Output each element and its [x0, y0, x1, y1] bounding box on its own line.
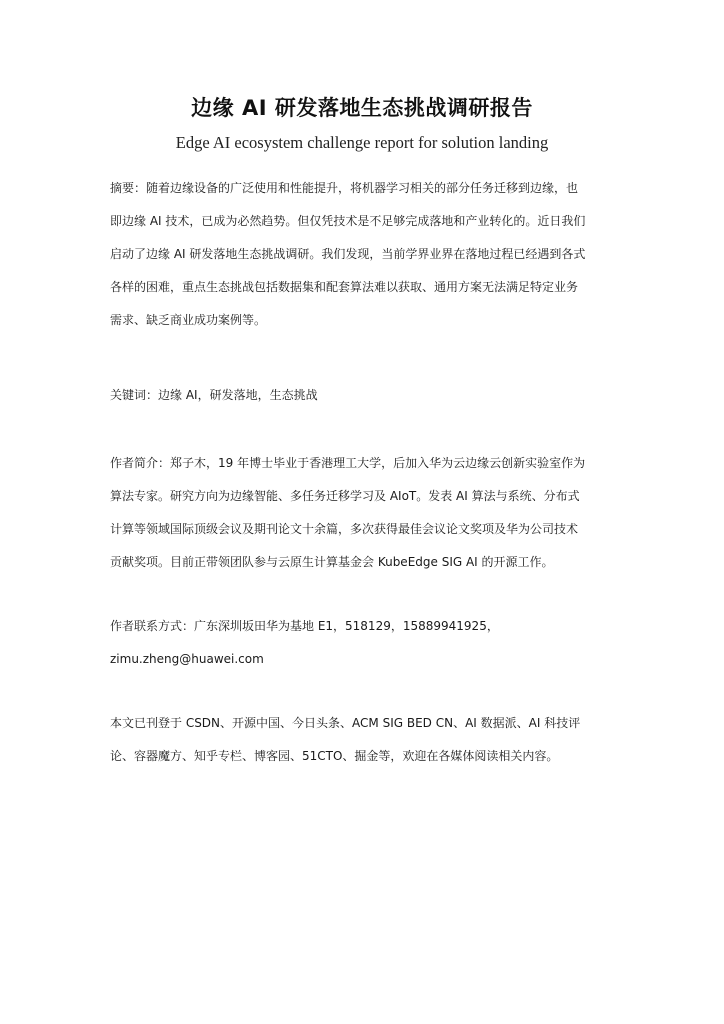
author-bio-paragraph — [110, 447, 616, 579]
contact-line: 作者联系方式：广东深圳坂田华为基地 E1，518129，15889941925， — [110, 619, 499, 633]
keywords-paragraph — [110, 379, 616, 412]
author-bio-line: 贡献奖项。目前正带领团队参与云原生计算基金会 KubeEdge SIG AI 的开源工作。 — [110, 555, 554, 569]
abstract-line: 启动了边缘 AI 研发落地生态挑战调研。我们发现，当前学界业界在落地过程已经遇到各式 — [110, 247, 586, 261]
author-contact-paragraph — [110, 610, 616, 676]
author-bio-line: 算法专家。研究方向为边缘智能、多任务迁移学习及 AIoT。发表 AI 算法与系统、分布式 — [110, 489, 580, 503]
abstract-line: 即边缘 AI 技术，已成为必然趋势。但仅凭技术是不足够完成落地和产业转化的。近日我们 — [110, 214, 586, 228]
publication-line: 论、容器魔方、知乎专栏、博客园、51CTO、掘金等，欢迎在各媒体阅读相关内容。 — [110, 749, 559, 763]
abstract-line: 需求、缺乏商业成功案例等。 — [110, 313, 267, 327]
keywords-line: 关键词：边缘 AI，研发落地，生态挑战 — [110, 388, 318, 402]
abstract-line: 摘要：随着边缘设备的广泛使用和性能提升，将机器学习相关的部分任务迁移到边缘，也 — [110, 181, 579, 195]
publication-line: 本文已刊登于 CSDN、开源中国、今日头条、ACM SIG BED CN、AI 数据派、AI 科技评 — [110, 716, 581, 730]
author-bio-line: 作者简介：郑子木，19 年博士毕业于香港理工大学，后加入华为云边缘云创新实验室作为 — [110, 456, 586, 470]
abstract-line: 各样的困难，重点生态挑战包括数据集和配套算法难以获取、通用方案无法满足特定业务 — [110, 280, 579, 294]
author-bio-line: 计算等领域国际顶级会议及期刊论文十余篇，多次获得最佳会议论文奖项及华为公司技术 — [110, 522, 579, 536]
report-subtitle: Edge AI ecosystem challenge report for solution landing — [175, 133, 549, 152]
publication-note-paragraph — [110, 707, 616, 773]
abstract-paragraph — [110, 172, 616, 337]
report-title: 边缘 AI 研发落地生态挑战调研报告 — [191, 96, 533, 120]
contact-email: zimu.zheng@huawei.com — [110, 652, 264, 666]
